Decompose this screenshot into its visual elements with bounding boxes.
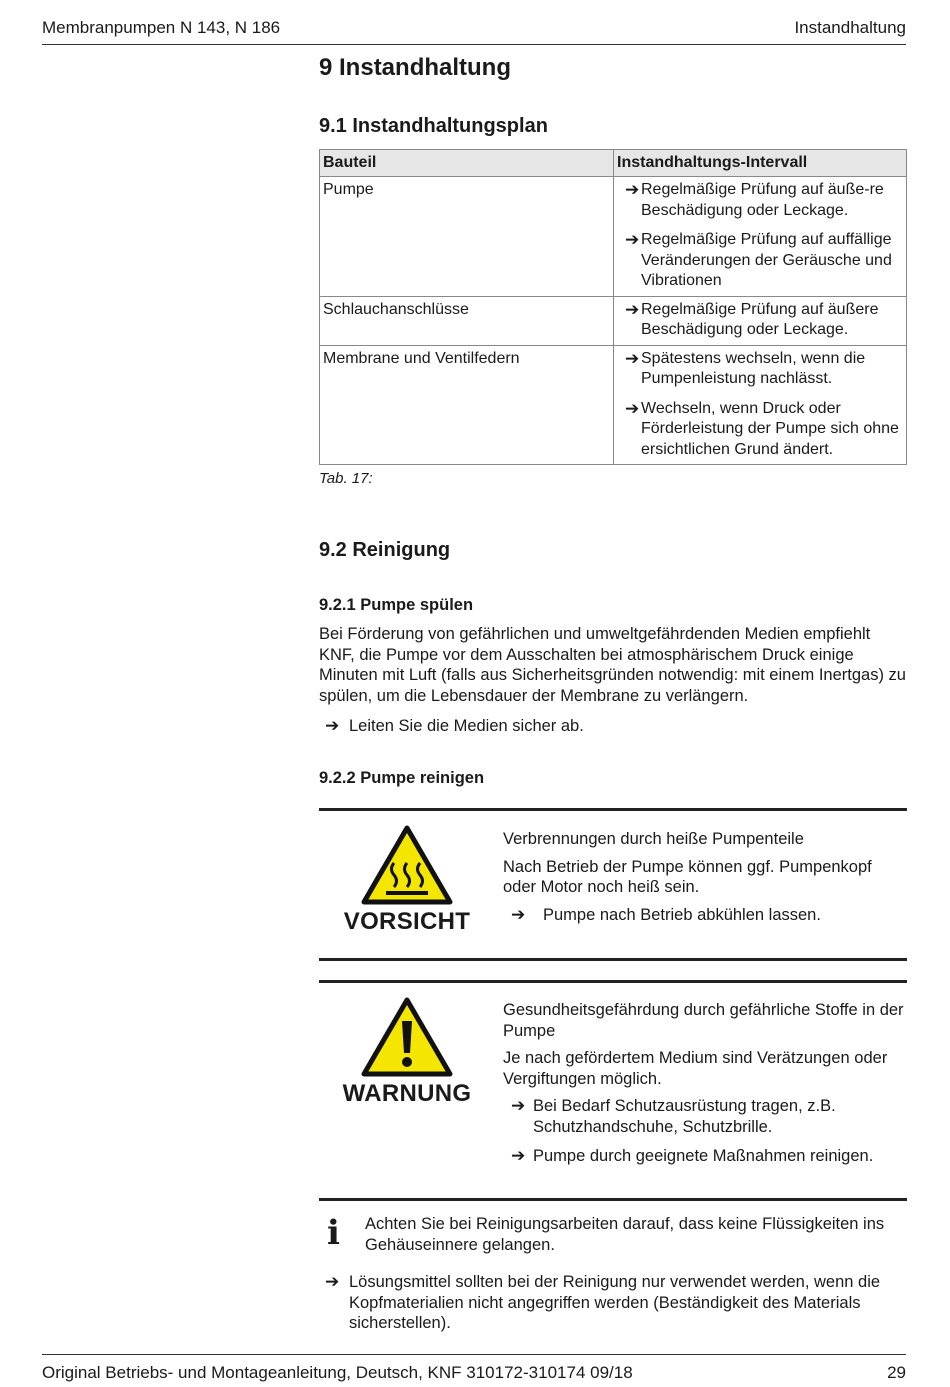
warning-description: Je nach gefördertem Medium sind Verätzungen oder Vergiftungen möglich. (503, 1049, 888, 1088)
exclamation-warning-icon (361, 997, 453, 1077)
flush-paragraph: Bei Förderung von gefährlichen und umweltgefährdenden Medien empfiehlt KNF, die Pumpe vor dem Ausschalten bei atmosphärischem Druck einige Minuten mit Luft (falls aus Sicherheitsgründen notwendig: mit einem Inertgas) zu spülen, um die Lebensdauer der Membrane zu verlängern. (319, 625, 906, 705)
list-item: ➔ Regelmäßige Prüfung auf äuße-re Beschädigung oder Leckage. (617, 180, 903, 221)
table-cell-part: Schlauchanschlüsse (320, 296, 614, 345)
page-number: 29 (887, 1363, 906, 1382)
arrow-right-icon: ➔ (511, 904, 526, 924)
table-header-interval: Instandhaltungs-Intervall (614, 150, 907, 177)
table-cell-part: Membrane und Ventilfedern (320, 345, 614, 465)
section-title-plan: 9.1 Instandhaltungsplan (319, 115, 548, 137)
header-document-title: Membranpumpen N 143, N 186 (42, 18, 281, 37)
table-row (320, 345, 907, 465)
caution-step: ➔ Pumpe nach Betrieb abkühlen lassen. (503, 905, 907, 926)
info-text: Achten Sie bei Reinigungsarbeiten darauf, dass keine Flüssigkeiten ins Gehäuseinnere gelangen. (365, 1215, 885, 1254)
page-header (42, 16, 906, 45)
warning-step: ➔ Bei Bedarf Schutzausrüstung tragen, z.B. Schutzhandschuhe, Schutzbrille. (503, 1096, 907, 1137)
solvent-step (319, 1272, 907, 1334)
arrow-right-icon: ➔ (625, 398, 640, 418)
maintenance-plan-table (319, 149, 907, 465)
section-title-cleaning: 9.2 Reinigung (319, 539, 451, 561)
arrow-right-icon: ➔ (325, 716, 340, 735)
table-header-row (320, 150, 907, 177)
header-chapter: Instandhaltung (794, 18, 906, 37)
list-item: ➔ Regelmäßige Prüfung auf äußere Beschädigung oder Leckage. (617, 300, 903, 341)
subsection-title-clean: 9.2.2 Pumpe reinigen (319, 769, 485, 787)
list-item: ➔ Wechseln, wenn Druck oder Förderleistung der Pumpe sich ohne ersichtlichen Grund ändert. (617, 399, 903, 461)
arrow-right-icon: ➔ (511, 1146, 526, 1165)
table-row (320, 296, 907, 345)
flush-step (319, 716, 907, 737)
warning-step: ➔ Pumpe durch geeignete Maßnahmen reinigen. (503, 1146, 907, 1167)
list-item: ➔ Regelmäßige Prüfung auf auffällige Veränderungen der Geräusche und Vibrationen (617, 230, 903, 292)
warning-signal-word: WARNUNG (342, 1080, 472, 1107)
list-item: ➔ Spätestens wechseln, wenn die Pumpenleistung nachlässt. (617, 349, 903, 390)
arrow-right-icon: ➔ (325, 1272, 340, 1291)
table-row (320, 177, 907, 297)
arrow-right-icon: ➔ (625, 299, 640, 319)
table-caption: Tab. 17: (319, 470, 373, 487)
caution-box-rule (319, 958, 907, 961)
hot-surface-warning-icon (361, 825, 453, 905)
page-footer (42, 1354, 906, 1382)
table-cell-interval (614, 296, 907, 345)
subsection-title-flush: 9.2.1 Pumpe spülen (319, 596, 474, 614)
table-cell-part: Pumpe (320, 177, 614, 297)
table-cell-interval (614, 345, 907, 465)
warning-sign (341, 997, 473, 1108)
caution-signal-word: VORSICHT (343, 908, 471, 935)
warning-headline: Gesundheitsgefährdung durch gefährliche Stoffe in der Pumpe (503, 1001, 904, 1040)
table-cell-interval (614, 177, 907, 297)
caution-sign (341, 825, 473, 936)
warning-box (319, 980, 907, 1201)
flush-step-text: Leiten Sie die Medien sicher ab. (349, 717, 584, 735)
caution-text (503, 829, 907, 934)
arrow-right-icon: ➔ (625, 180, 640, 199)
caution-description: Nach Betrieb der Pumpe können ggf. Pumpenkopf oder Motor noch heiß sein. (503, 857, 872, 896)
info-icon: i (327, 1213, 340, 1253)
chapter-title: 9 Instandhaltung (319, 54, 511, 81)
caution-box (319, 808, 907, 961)
info-note (319, 1214, 907, 1264)
footer-document-info: Original Betriebs- und Montageanleitung, Deutsch, KNF 310172-310174 09/18 (42, 1363, 633, 1382)
arrow-right-icon: ➔ (625, 348, 640, 368)
solvent-step-text: Lösungsmittel sollten bei der Reinigung nur verwendet werden, wenn die Kopfmaterialien nicht angegriffen werden (Beständigkeit des Materials sicherstellen). (349, 1273, 881, 1332)
warning-text (503, 1000, 907, 1176)
warning-box-rule (319, 1198, 907, 1201)
caution-headline: Verbrennungen durch heiße Pumpenteile (503, 830, 804, 848)
arrow-right-icon: ➔ (511, 1096, 526, 1115)
arrow-right-icon: ➔ (625, 230, 640, 249)
table-header-part: Bauteil (320, 150, 614, 177)
